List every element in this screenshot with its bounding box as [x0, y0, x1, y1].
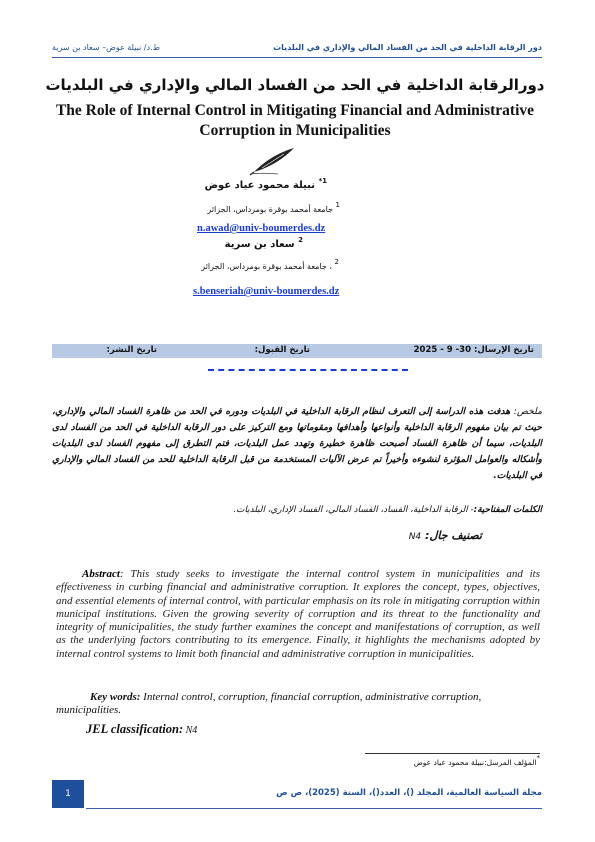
date-accepted: تاريخ القبول:	[254, 345, 310, 355]
author-2-affiliation	[201, 258, 339, 271]
footnote-mark: *	[536, 754, 540, 762]
abstract-english	[56, 568, 540, 661]
dates-bar	[52, 344, 542, 358]
jel-arabic-code: N4	[408, 532, 422, 542]
keywords-arabic-label: الكلمات المفتاحية:	[473, 505, 542, 515]
quill-pen-icon	[248, 146, 298, 176]
footer-divider	[86, 808, 542, 809]
author-2-sup: 2	[298, 236, 303, 244]
keywords-english-label: Key words:	[90, 691, 141, 703]
author-2-email[interactable]: s.benseriah@univ-boumerdes.dz	[193, 286, 340, 297]
jel-english-label: JEL classification:	[86, 722, 184, 736]
author-2-name-text: سعاد بن سرية	[224, 239, 295, 250]
running-header-authors: ط.د/ نبيلة عوض– سعاد بن سرية	[52, 43, 160, 52]
running-header-title: دور الرقابة الداخلية في الحد من الفساد المالي والإداري في البلديات	[273, 43, 542, 52]
footnote-text: المؤلف المرسل:نبيلة محمود عياد عوض	[413, 758, 537, 767]
keywords-english-text: Internal control, corruption, financial corruption, administrative corruption, municipalities.	[56, 691, 482, 717]
author-1-name	[204, 177, 327, 191]
date-published: تاريخ النشر:	[106, 345, 157, 355]
keywords-english	[56, 691, 540, 718]
footnote	[330, 754, 540, 767]
author-2-affiliation-text: ، جامعة أمحمد بوقرة بومرداس، الجزائر	[201, 262, 332, 271]
author-1-email[interactable]: n.awad@univ-boumerdes.dz	[197, 223, 326, 234]
author-1-sup: 1	[322, 177, 327, 185]
page-number: 1	[52, 780, 84, 808]
footnote-divider	[365, 753, 540, 754]
author-1-aff-sup: 1	[335, 201, 340, 209]
keywords-arabic-text: - الرقابة الداخلية، الفساد، الفساد المالي، الفساد الإداري، البلديات.	[233, 505, 474, 515]
author-1-affiliation	[207, 201, 340, 214]
author-1-affiliation-text: جامعة أمحمد بوقرة بومرداس، الجزائر	[207, 205, 333, 214]
jel-english-code: N4	[183, 725, 198, 736]
keywords-arabic	[52, 505, 542, 515]
author-2-name	[224, 236, 303, 250]
date-sent: تاريخ الإرسال: 30- 9 - 2025	[413, 345, 534, 355]
separator-dashes	[208, 369, 408, 371]
abstract-arabic-label: ملخص:	[513, 406, 542, 417]
jel-english	[86, 722, 197, 737]
title-arabic: دورالرقابة الداخلية في الحد من الفساد المالي والإداري في البلديات	[45, 76, 545, 94]
abstract-arabic	[52, 404, 542, 484]
author-1-mark: *	[318, 177, 323, 185]
jel-arabic	[52, 529, 482, 542]
abstract-arabic-text: هدفت هذه الدراسة إلى التعرف لنظام الرقابة الداخلية في البلديات ودوره في الحد من ظاهرة الفساد المالي والإداري، حيث تم بيان مفهوم الرقابة الداخلية وأنواعها وأهدافها ومقوماتها ومع التركيز على دور الرقابة الداخلية في الحد من الفساد لدى البلديات، سيما أن ظاهرة الفساد أصبحت ظاهرة خطيرة وتهدد عمل البلديات، فتم التطرق إلى مفهوم الفساد لدى البلديات وأشكاله والعوامل المؤثرة لنشوءه وأخيراً تم عرض الآليات المستخدمة من قبل الرقابة الداخلية للحد من الفساد المالي والإداري في البلديات.	[52, 406, 542, 481]
abstract-english-text: : This study seeks to investigate the internal control system in municipalities and its effectiveness in curbing financial and administrative corruption. It explores the concept, types, objectives, and essential elements of internal control, with particular emphasis on its role in mitigating corruption within municipal institutions. Given the growing severity of corruption and its threat to the functionality and integrity of municipalities, the study further examines the concept and manifestations of corruption, as well as the underlying factors contributing to its emergence. Finally, it highlights the mechanisms adopted by internal control systems to limit both financial and administrative corruption in municipalities.	[56, 568, 540, 660]
header-divider	[52, 57, 542, 58]
author-2-aff-sup: 2	[334, 258, 339, 266]
title-english: The Role of Internal Control in Mitigating Financial and Administrative Corruption in Municipalities	[55, 102, 535, 139]
abstract-english-label: Abstract	[82, 568, 120, 580]
jel-arabic-label: تصنيف جال:	[425, 529, 482, 542]
journal-footer: مجلة السياسة العالمية، المجلد ()، العدد()، السنة (2025)، ص ص	[276, 788, 542, 798]
author-1-name-text: نبيلة محمود عياد عوض	[204, 180, 315, 191]
